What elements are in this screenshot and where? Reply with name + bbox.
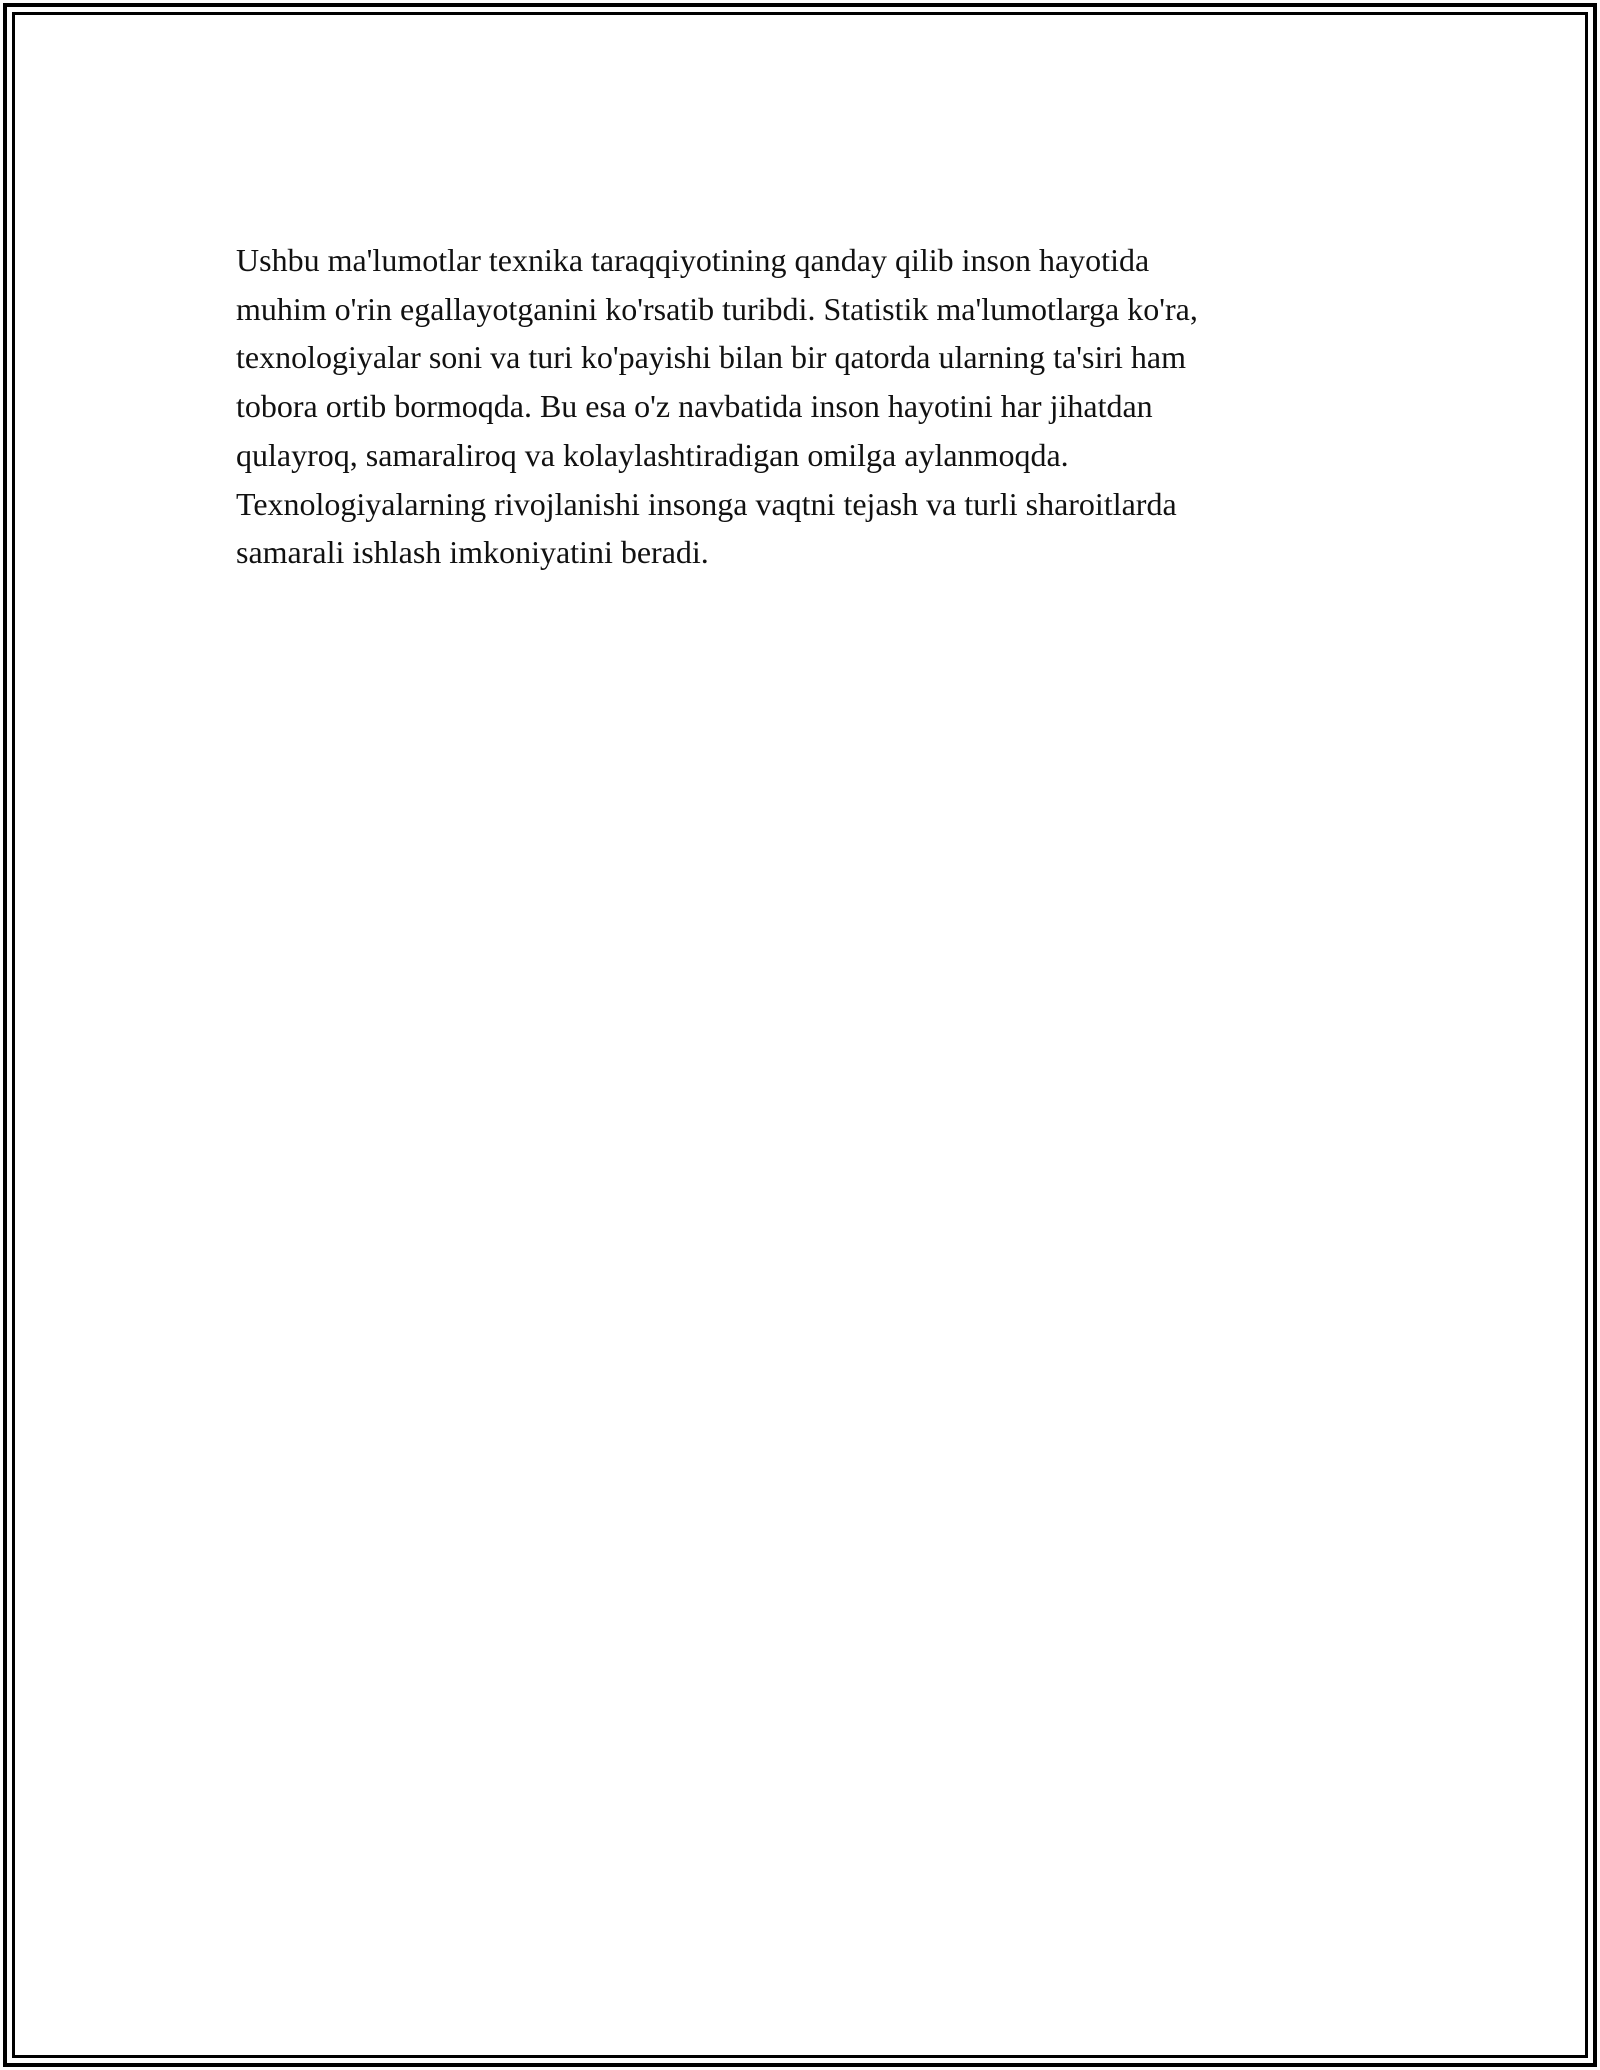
body-paragraph <box>236 236 1376 577</box>
paragraph-line: texnologiyalar soni va turi ko'payishi bilan bir qatorda ularning ta'siri ham <box>236 339 1186 376</box>
paragraph-line: qulayroq, samaraliroq va kolaylashtiradigan omilga aylanmoqda. <box>236 436 1069 473</box>
paragraph-line: tobora ortib bormoqda. Bu esa o'z navbatida inson hayotini har jihatdan <box>236 388 1153 425</box>
paragraph-line: muhim o'rin egallayotganini ko'rsatib turibdi. Statistik ma'lumotlarga ko'ra, <box>236 290 1198 327</box>
paragraph-line: Texnologiyalarning rivojlanishi insonga vaqtni tejash va turli sharoitlarda <box>236 485 1177 522</box>
paragraph-line: samarali ishlash imkoniyatini beradi. <box>236 534 709 571</box>
paragraph-line: Ushbu ma'lumotlar texnika taraqqiyotining qanday qilib inson hayotida <box>236 242 1150 278</box>
